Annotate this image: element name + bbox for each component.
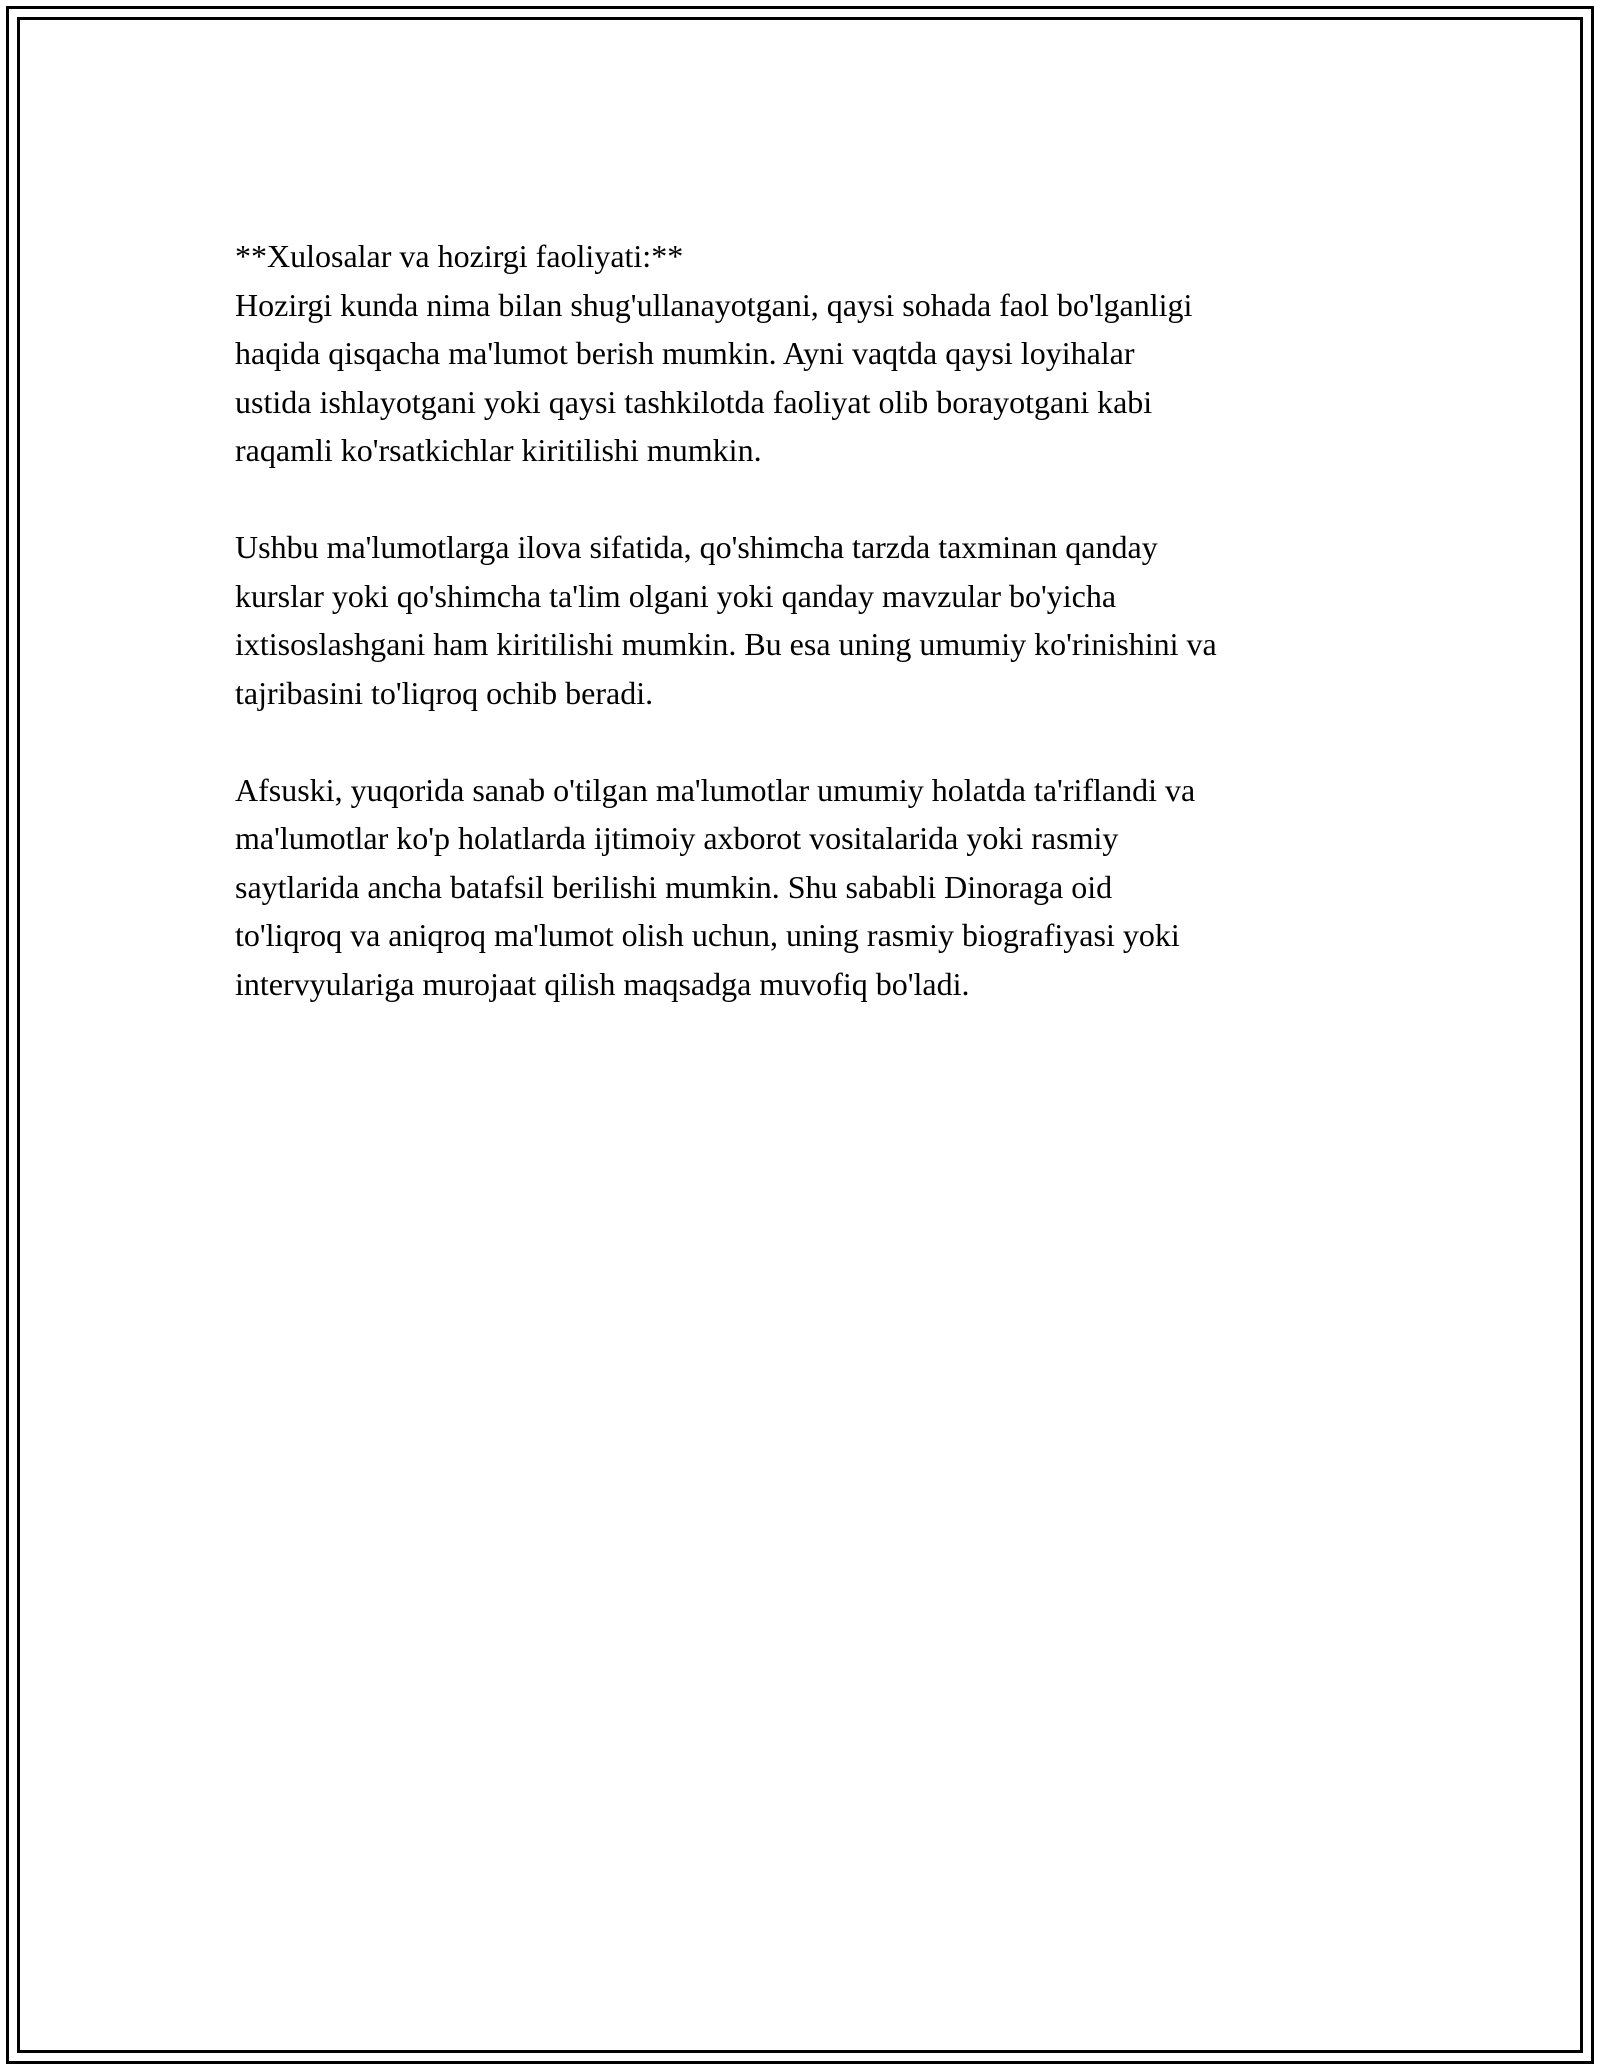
paragraph-3: Afsuski, yuqorida sanab o'tilgan ma'lumotlar umumiy holatda ta'riflandi va ma'lumotlar ko'p holatlarda ijtimoiy axborot vositalarida yoki rasmiy saytlarida ancha batafsil berilishi mumkin. Shu sababli Dinoraga oid to'liqroq va aniqroq ma'lumot olish uchun, uning rasmiy biografiyasi yoki intervyulariga murojaat qilish maqsadga muvofiq bo'ladi. (235, 771, 1196, 1002)
paragraph-1: Hozirgi kunda nima bilan shug'ullanayotgani, qaysi sohada faol bo'lganligi haqida qisqacha ma'lumot berish mumkin. Ayni vaqtda qaysi loyihalar ustida ishlayotgani yoki qaysi tashkilotda faoliyat olib borayotgani kabi raqamli ko'rsatkichlar kiritilishi mumkin. (235, 286, 1193, 468)
document-body (235, 232, 1385, 1057)
paragraph-2: Ushbu ma'lumotlarga ilova sifatida, qo'shimcha tarzda taxminan qanday kurslar yoki qo'shimcha ta'lim olgani yoki qanday mavzular bo'yicha ixtisoslashgani ham kiritilishi mumkin. Bu esa uning umumiy ko'rinishini va tajribasini to'liqroq ochib beradi. (235, 529, 1217, 711)
section-1 (235, 232, 1385, 475)
section-heading: **Xulosalar va hozirgi faoliyati:** (235, 238, 684, 274)
